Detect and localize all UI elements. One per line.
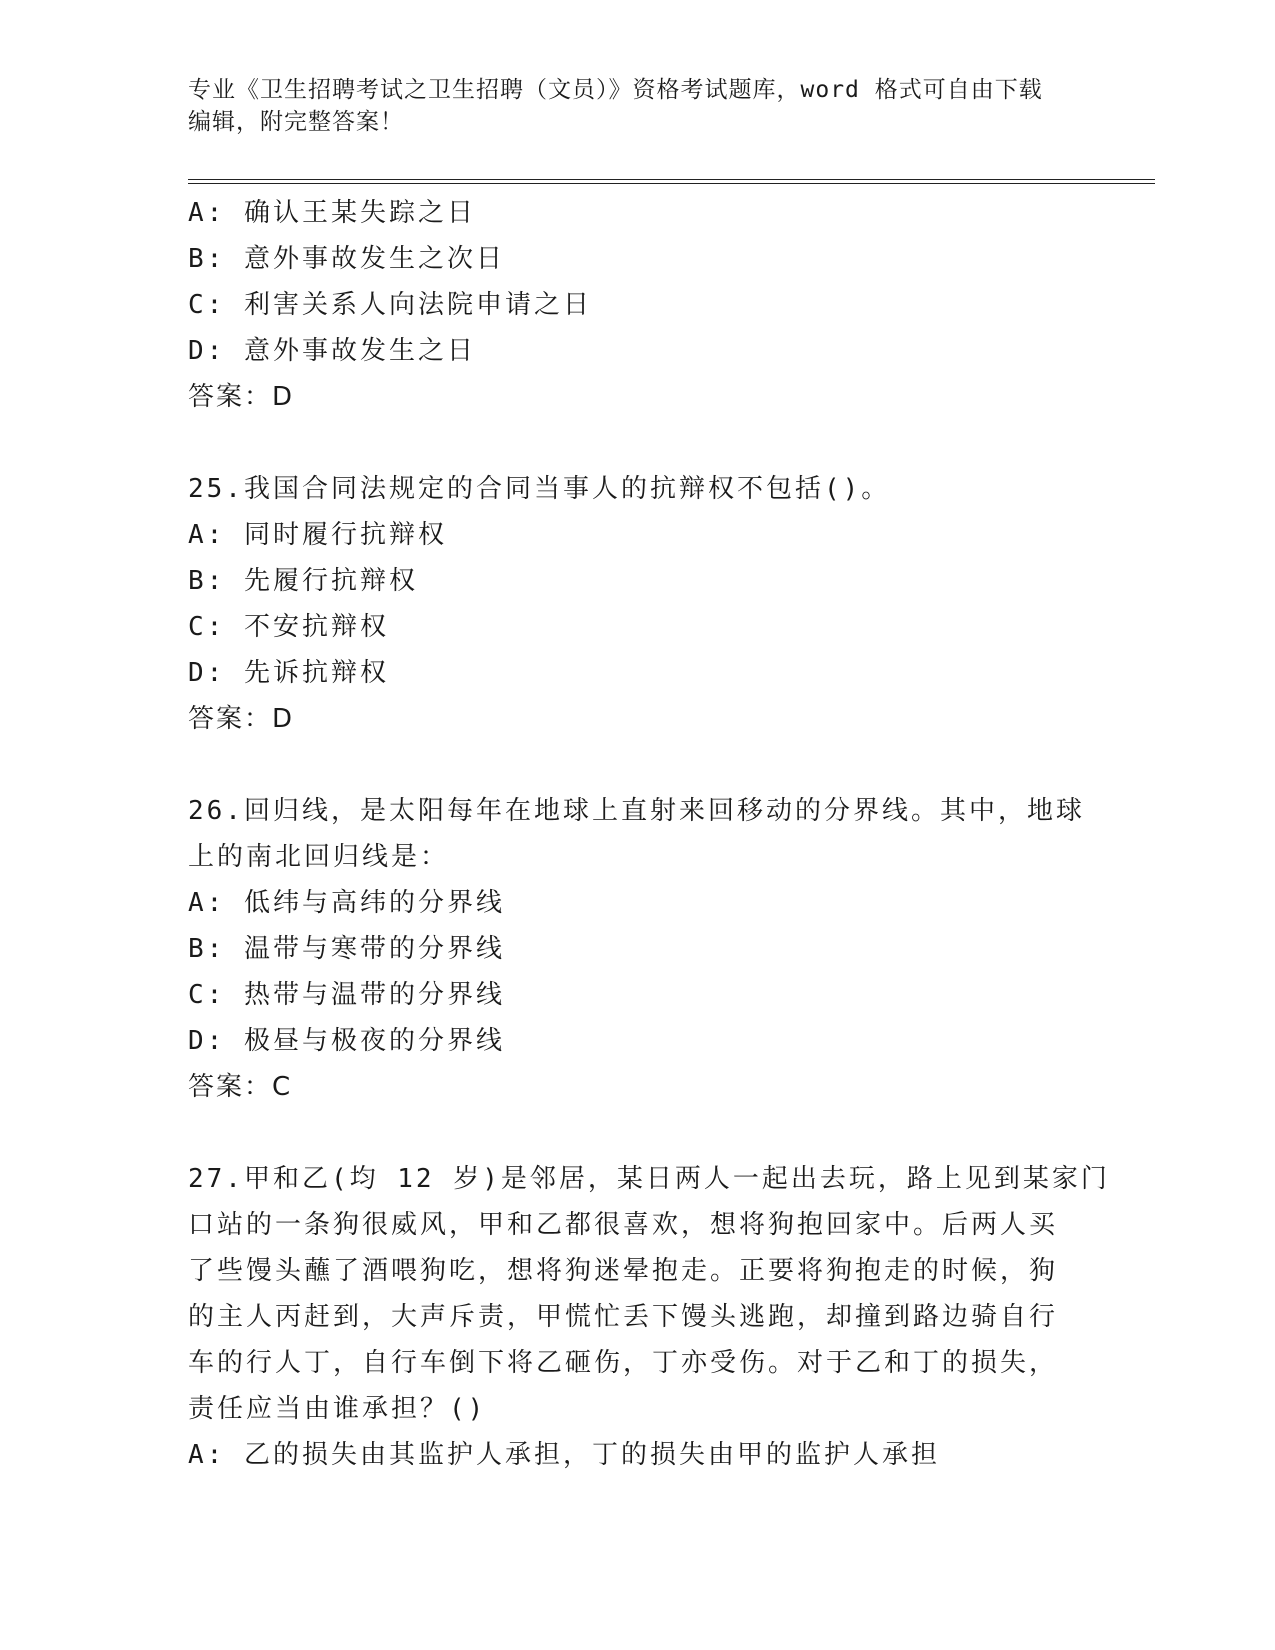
question-text xyxy=(188,466,1088,512)
question-block-24 xyxy=(188,190,1088,420)
header-divider-bottom xyxy=(188,183,1155,184)
option-d: D: 意外事故发生之日 xyxy=(188,336,476,366)
option-b: B: 意外事故发生之次日 xyxy=(188,244,505,274)
answer: 答案：D xyxy=(188,704,295,734)
answer: 答案：C xyxy=(188,1072,293,1102)
option-b: B: 先履行抗辩权 xyxy=(188,566,418,596)
question-line: 上的南北回归线是： xyxy=(188,842,450,872)
question-list xyxy=(188,190,1110,1478)
spacer xyxy=(188,742,1088,788)
question-line: 25.我国合同法规定的合同当事人的抗辩权不包括()。 xyxy=(188,474,891,504)
question-line: 责任应当由谁承担？() xyxy=(188,1394,487,1424)
question-line: 口站的一条狗很威风，甲和乙都很喜欢，想将狗抱回家中。后两人买 xyxy=(188,1210,1059,1240)
question-line: 了些馒头蘸了酒喂狗吃，想将狗迷晕抱走。正要将狗抱走的时候，狗 xyxy=(188,1256,1059,1286)
option-d: D: 先诉抗辩权 xyxy=(188,658,389,688)
question-text xyxy=(188,1156,1110,1432)
question-block-26 xyxy=(188,788,1088,1110)
option-c: C: 热带与温带的分界线 xyxy=(188,980,505,1010)
header-line-1: 专业《卫生招聘考试之卫生招聘（文员）》资格考试题库，word 格式可自由下载 xyxy=(188,77,1043,103)
option-c: C: 利害关系人向法院申请之日 xyxy=(188,290,592,320)
question-block-27 xyxy=(188,1156,1110,1478)
question-line: 车的行人丁，自行车倒下将乙砸伤，丁亦受伤。对于乙和丁的损失， xyxy=(188,1348,1059,1378)
option-a: A: 确认王某失踪之日 xyxy=(188,198,476,228)
question-line: 26.回归线，是太阳每年在地球上直射来回移动的分界线。其中，地球 xyxy=(188,796,1085,826)
question-line: 的主人丙赶到，大声斥责，甲慌忙丢下馒头逃跑，却撞到路边骑自行 xyxy=(188,1302,1059,1332)
option-c: C: 不安抗辩权 xyxy=(188,612,389,642)
option-a: A: 乙的损失由其监护人承担，丁的损失由甲的监护人承担 xyxy=(188,1440,940,1470)
option-a: A: 同时履行抗辩权 xyxy=(188,520,447,550)
spacer xyxy=(188,1110,1088,1156)
question-line: 27.甲和乙(均 12 岁)是邻居，某日两人一起出去玩，路上见到某家门 xyxy=(188,1164,1110,1194)
option-a: A: 低纬与高纬的分界线 xyxy=(188,888,505,918)
spacer xyxy=(188,420,1088,466)
option-b: B: 温带与寒带的分界线 xyxy=(188,934,505,964)
header-line-2: 编辑，附完整答案！ xyxy=(188,109,404,135)
option-d: D: 极昼与极夜的分界线 xyxy=(188,1026,505,1056)
document-header xyxy=(188,74,1088,138)
header-divider-top xyxy=(188,179,1155,180)
answer: 答案：D xyxy=(188,382,295,412)
question-block-25 xyxy=(188,466,1088,742)
question-text xyxy=(188,788,1088,880)
